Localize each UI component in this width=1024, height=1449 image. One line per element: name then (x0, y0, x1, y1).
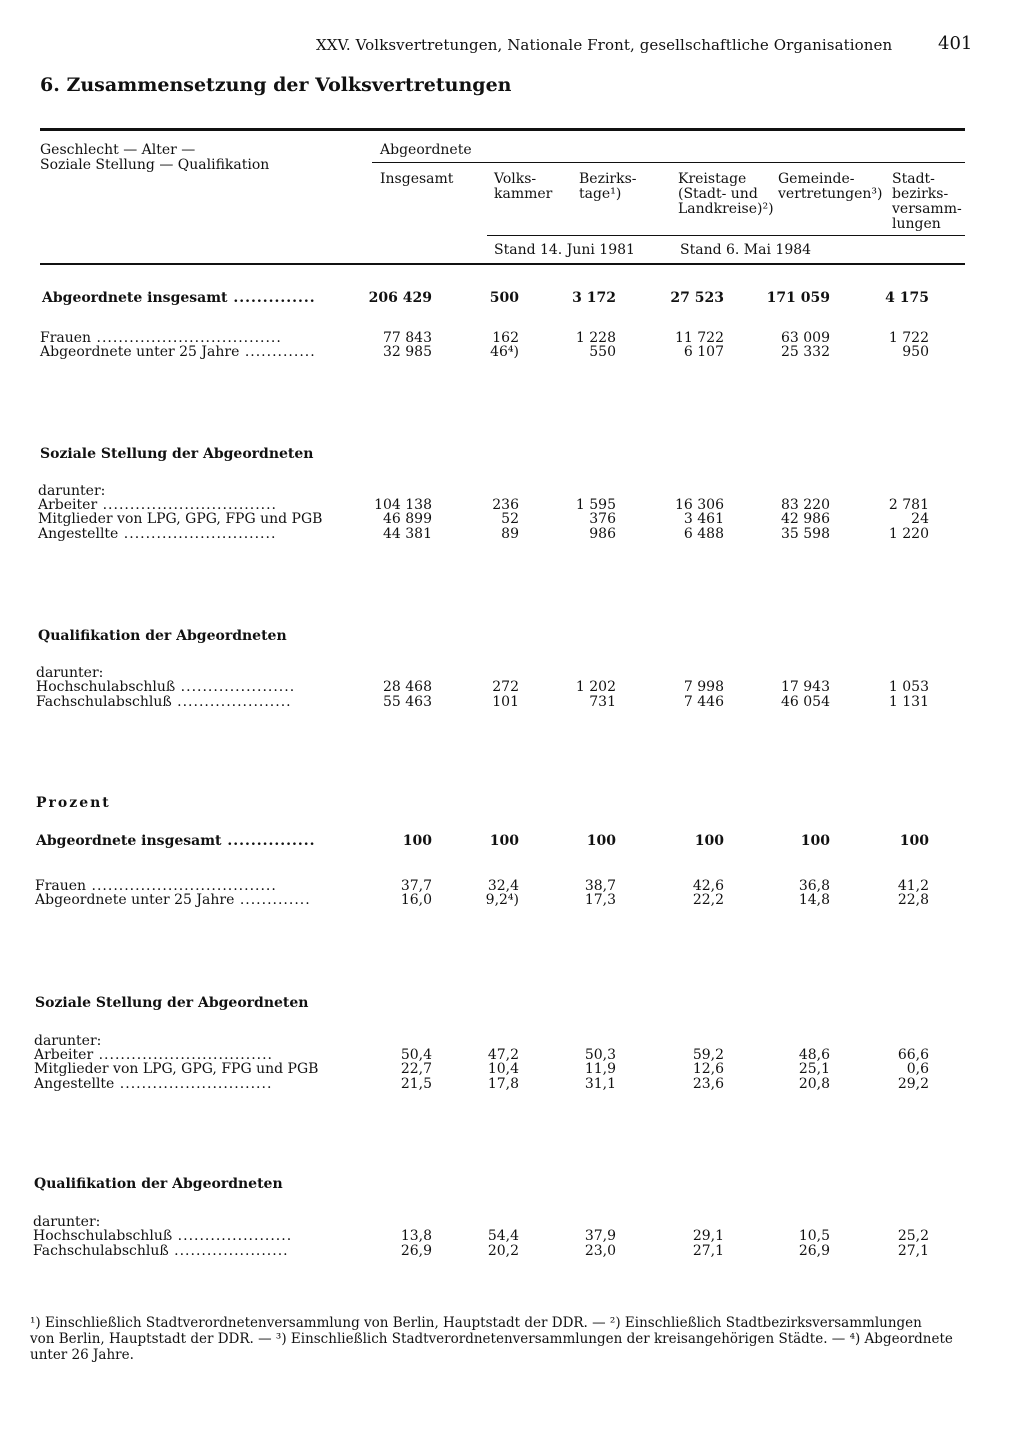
absolute-hochschul-label (36, 679, 295, 695)
percent-total-value-4: 100 (694, 833, 724, 849)
absolute-lpg-value-2: 52 (501, 511, 519, 527)
header-bottom-rule (40, 263, 965, 265)
absolute-unter25-value-1: 32 985 (383, 344, 432, 360)
leader-dots: ..................... (171, 694, 292, 710)
percent-arbeiter-value-4: 59,2 (692, 1047, 724, 1063)
row-label-text: Abgeordnete insgesamt (36, 833, 222, 849)
absolute-lpg-value-4: 3 461 (683, 511, 724, 527)
percent-frauen-value-6: 41,2 (897, 878, 929, 894)
absolute-total-value-2: 500 (489, 290, 519, 306)
absolute-fachschul-value-1: 55 463 (383, 694, 432, 710)
row-label-text: Frauen (40, 330, 92, 346)
col-header-line: Volks- (494, 171, 537, 187)
percent-lpg-value-2: 10,4 (487, 1061, 519, 1077)
row-label-text: Angestellte (34, 1076, 115, 1092)
row-label-text: Fachschulabschluß (33, 1243, 169, 1259)
stub-header-line2: Soziale Stellung — Qualifikation (40, 157, 270, 173)
percent-lpg-label (34, 1061, 318, 1077)
absolute-frauen-value-4: 11 722 (675, 330, 724, 346)
leader-dots: ............. (234, 892, 311, 908)
stand-1984: Stand 6. Mai 1984 (680, 242, 812, 258)
percent-hochschul-value-1: 13,8 (400, 1228, 432, 1244)
percent-angestellte-value-1: 21,5 (400, 1076, 432, 1092)
col-header-stadtbezirksversammlungen (892, 172, 962, 232)
col-header-line: Insgesamt (380, 171, 454, 187)
leader-dots: ............................ (114, 1076, 273, 1092)
absolute-arbeiter-value-1: 104 138 (374, 497, 432, 513)
absolute-angestellte-value-4: 6 488 (683, 526, 724, 542)
percent-fachschul-value-2: 20,2 (487, 1243, 519, 1259)
row-label-text: Arbeiter (38, 497, 98, 513)
percent-quali-title-heading: Qualifikation der Abgeordneten (34, 1176, 283, 1192)
percent-fachschul-value-5: 26,9 (798, 1243, 830, 1259)
percent-lpg-value-1: 22,7 (400, 1061, 432, 1077)
footnote-line1: ¹) Einschließlich Stadtverordnetenversammlung von Berlin, Hauptstadt der DDR. — ²) Einschließlich Stadtbezirksversammlungen (30, 1315, 922, 1331)
row-label-text: Frauen (35, 878, 87, 894)
row-label-text: Fachschulabschluß (36, 694, 172, 710)
absolute-arbeiter-value-2: 236 (492, 497, 519, 513)
leader-dots: ............................ (118, 526, 277, 542)
running-title: XXV. Volksvertretungen, Nationale Front, gesellschaftliche Organisationen (316, 36, 893, 54)
percent-hochschul-value-2: 54,4 (487, 1228, 519, 1244)
absolute-unter25-value-6: 950 (902, 344, 929, 360)
leader-dots: .............. (227, 290, 316, 306)
absolute-lpg-value-5: 42 986 (781, 511, 830, 527)
col-header-kreistage (678, 172, 774, 217)
col-header-line: lungen (892, 216, 941, 232)
percent-angestellte-value-4: 23,6 (692, 1076, 724, 1092)
absolute-total-value-6: 4 175 (885, 290, 929, 306)
absolute-arbeiter-value-5: 83 220 (781, 497, 830, 513)
col-header-line: Gemeinde- (778, 171, 855, 187)
page-number: 401 (938, 33, 973, 54)
percent-arbeiter-value-5: 48,6 (798, 1047, 830, 1063)
absolute-unter25-label (40, 344, 316, 360)
absolute-unter25-value-4: 6 107 (683, 344, 724, 360)
absolute-angestellte-value-1: 44 381 (383, 526, 432, 542)
absolute-total-value-4: 27 523 (670, 290, 724, 306)
percent-frauen-value-2: 32,4 (487, 878, 519, 894)
leader-dots: ................................ (97, 497, 277, 513)
absolute-fachschul-value-5: 46 054 (781, 694, 830, 710)
col-header-gemeindevertretungen (778, 172, 883, 202)
absolute-fachschul-label (36, 694, 292, 710)
absolute-lpg-value-3: 376 (589, 511, 616, 527)
leader-dots: ............... (221, 833, 316, 849)
footnote-line2: von Berlin, Hauptstadt der DDR. — ³) Einschließlich Stadtverordnetenversammlungen der kreisangehörigen Städte. — ⁴) Abgeordnete (30, 1331, 953, 1347)
percent-lpg-value-5: 25,1 (798, 1061, 830, 1077)
row-label-text: Angestellte (38, 526, 119, 542)
percent-hochschul-label (33, 1228, 292, 1244)
row-label-text: Abgeordnete insgesamt (42, 290, 228, 306)
percent-unter25-value-1: 16,0 (400, 892, 432, 908)
absolute-fachschul-value-4: 7 446 (683, 694, 724, 710)
absolute-total-value-3: 3 172 (572, 290, 616, 306)
row-label-text: Arbeiter (34, 1047, 94, 1063)
stand-rule (487, 235, 965, 236)
percent-lpg-value-4: 12,6 (692, 1061, 724, 1077)
absolute-angestellte-label (38, 526, 276, 542)
percent-unter25-value-3: 17,3 (584, 892, 616, 908)
row-label-text: Mitglieder von LPG, GPG, FPG und PGB (38, 511, 323, 527)
percent-arbeiter-value-2: 47,2 (487, 1047, 519, 1063)
absolute-total-value-5: 171 059 (766, 290, 830, 306)
absolute-hochschul-value-4: 7 998 (683, 679, 724, 695)
percent-hochschul-value-4: 29,1 (692, 1228, 724, 1244)
absolute-total-value-1: 206 429 (368, 290, 432, 306)
row-label-text: Abgeordnete unter 25 Jahre (40, 344, 240, 360)
absolute-fachschul-value-2: 101 (492, 694, 519, 710)
percent-fachschul-value-6: 27,1 (897, 1243, 929, 1259)
leader-dots: ............. (239, 344, 316, 360)
percent-unter25-value-2: 9,2⁴) (485, 892, 519, 908)
absolute-frauen-value-5: 63 009 (781, 330, 830, 346)
stand-1981: Stand 14. Juni 1981 (494, 242, 635, 258)
absolute-darunter2-heading: darunter: (36, 665, 104, 681)
absolute-frauen-value-6: 1 722 (888, 330, 929, 346)
absolute-total-label (42, 290, 316, 306)
percent-darunter1-heading: darunter: (34, 1033, 102, 1049)
col-header-line: kammer (494, 186, 553, 202)
percent-unter25-value-4: 22,2 (692, 892, 724, 908)
percent-unter25-label (35, 892, 311, 908)
absolute-lpg-value-6: 24 (911, 511, 929, 527)
percent-darunter2-heading: darunter: (33, 1214, 101, 1230)
leader-dots: ..................... (168, 1243, 289, 1259)
percent-total-value-5: 100 (800, 833, 830, 849)
percent-hochschul-value-6: 25,2 (897, 1228, 929, 1244)
absolute-quali-title-heading: Qualifikation der Abgeordneten (38, 628, 287, 644)
absolute-hochschul-value-6: 1 053 (888, 679, 929, 695)
percent-arbeiter-value-1: 50,4 (400, 1047, 432, 1063)
percent-frauen-value-1: 37,7 (400, 878, 432, 894)
footnote-line3: unter 26 Jahre. (30, 1347, 134, 1363)
absolute-hochschul-value-2: 272 (492, 679, 519, 695)
absolute-arbeiter-value-6: 2 781 (888, 497, 929, 513)
leader-dots: .................................. (91, 330, 282, 346)
absolute-unter25-value-3: 550 (589, 344, 616, 360)
leader-dots: ..................... (175, 679, 296, 695)
row-label-text: Hochschulabschluß (36, 679, 176, 695)
absolute-angestellte-value-5: 35 598 (781, 526, 830, 542)
absolute-angestellte-value-6: 1 220 (888, 526, 929, 542)
section-title: 6. Zusammensetzung der Volksvertretungen (40, 74, 512, 96)
col-header-volkskammer (494, 172, 552, 202)
leader-dots: ................................ (93, 1047, 273, 1063)
group-header: Abgeordnete (380, 142, 472, 158)
percent-hochschul-value-5: 10,5 (798, 1228, 830, 1244)
absolute-frauen-value-1: 77 843 (383, 330, 432, 346)
percent-fachschul-value-3: 23,0 (584, 1243, 616, 1259)
col-header-line: tage¹) (579, 186, 622, 202)
percent-lpg-value-3: 11,9 (584, 1061, 616, 1077)
col-header-bezirkstage (579, 172, 637, 202)
percent-frauen-value-5: 36,8 (798, 878, 830, 894)
percent-unter25-value-6: 22,8 (897, 892, 929, 908)
row-label-text: Hochschulabschluß (33, 1228, 173, 1244)
leader-dots: .................................. (86, 878, 277, 894)
absolute-fachschul-value-3: 731 (589, 694, 616, 710)
absolute-arbeiter-value-4: 16 306 (675, 497, 724, 513)
col-header-insgesamt (380, 172, 453, 187)
stub-header-line1: Geschlecht — Alter — (40, 142, 196, 158)
absolute-unter25-value-5: 25 332 (781, 344, 830, 360)
percent-frauen-value-4: 42,6 (692, 878, 724, 894)
col-header-line: Bezirks- (579, 171, 637, 187)
percent-total-value-3: 100 (586, 833, 616, 849)
percent-heading-heading: Prozent (36, 795, 111, 811)
col-header-line: (Stadt- und (678, 186, 758, 202)
absolute-hochschul-value-5: 17 943 (781, 679, 830, 695)
percent-lpg-value-6: 0,6 (906, 1061, 929, 1077)
absolute-angestellte-value-3: 986 (589, 526, 616, 542)
absolute-arbeiter-value-3: 1 595 (575, 497, 616, 513)
percent-angestellte-label (34, 1076, 272, 1092)
percent-angestellte-value-3: 31,1 (584, 1076, 616, 1092)
percent-total-label (36, 833, 315, 849)
table-top-rule (40, 128, 965, 131)
absolute-frauen-value-2: 162 (492, 330, 519, 346)
absolute-hochschul-value-3: 1 202 (575, 679, 616, 695)
absolute-unter25-value-2: 46⁴) (490, 344, 519, 360)
percent-arbeiter-value-3: 50,3 (584, 1047, 616, 1063)
absolute-frauen-value-3: 1 228 (575, 330, 616, 346)
absolute-angestellte-value-2: 89 (501, 526, 519, 542)
row-label-text: Abgeordnete unter 25 Jahre (35, 892, 235, 908)
percent-total-value-1: 100 (402, 833, 432, 849)
row-label-text: Mitglieder von LPG, GPG, FPG und PGB (34, 1061, 319, 1077)
percent-soziale-title-heading: Soziale Stellung der Abgeordneten (35, 995, 309, 1011)
percent-total-value-6: 100 (899, 833, 929, 849)
absolute-lpg-label (38, 511, 322, 527)
percent-fachschul-value-1: 26,9 (400, 1243, 432, 1259)
percent-arbeiter-value-6: 66,6 (897, 1047, 929, 1063)
col-header-line: Kreistage (678, 171, 747, 187)
col-header-line: vertretungen³) (778, 186, 883, 202)
leader-dots: ..................... (172, 1228, 293, 1244)
group-rule (372, 162, 965, 163)
percent-fachschul-value-4: 27,1 (692, 1243, 724, 1259)
percent-hochschul-value-3: 37,9 (584, 1228, 616, 1244)
absolute-soziale-title-heading: Soziale Stellung der Abgeordneten (40, 446, 314, 462)
percent-fachschul-label (33, 1243, 289, 1259)
absolute-hochschul-value-1: 28 468 (383, 679, 432, 695)
absolute-lpg-value-1: 46 899 (383, 511, 432, 527)
percent-total-value-2: 100 (489, 833, 519, 849)
col-header-line: bezirks- (892, 186, 949, 202)
percent-angestellte-value-2: 17,8 (487, 1076, 519, 1092)
percent-angestellte-value-5: 20,8 (798, 1076, 830, 1092)
percent-frauen-value-3: 38,7 (584, 878, 616, 894)
percent-unter25-value-5: 14,8 (798, 892, 830, 908)
col-header-line: Stadt- (892, 171, 935, 187)
absolute-fachschul-value-6: 1 131 (888, 694, 929, 710)
absolute-darunter1-heading: darunter: (38, 483, 106, 499)
col-header-line: versamm- (892, 201, 962, 217)
col-header-line: Landkreise)²) (678, 201, 774, 217)
percent-angestellte-value-6: 29,2 (897, 1076, 929, 1092)
